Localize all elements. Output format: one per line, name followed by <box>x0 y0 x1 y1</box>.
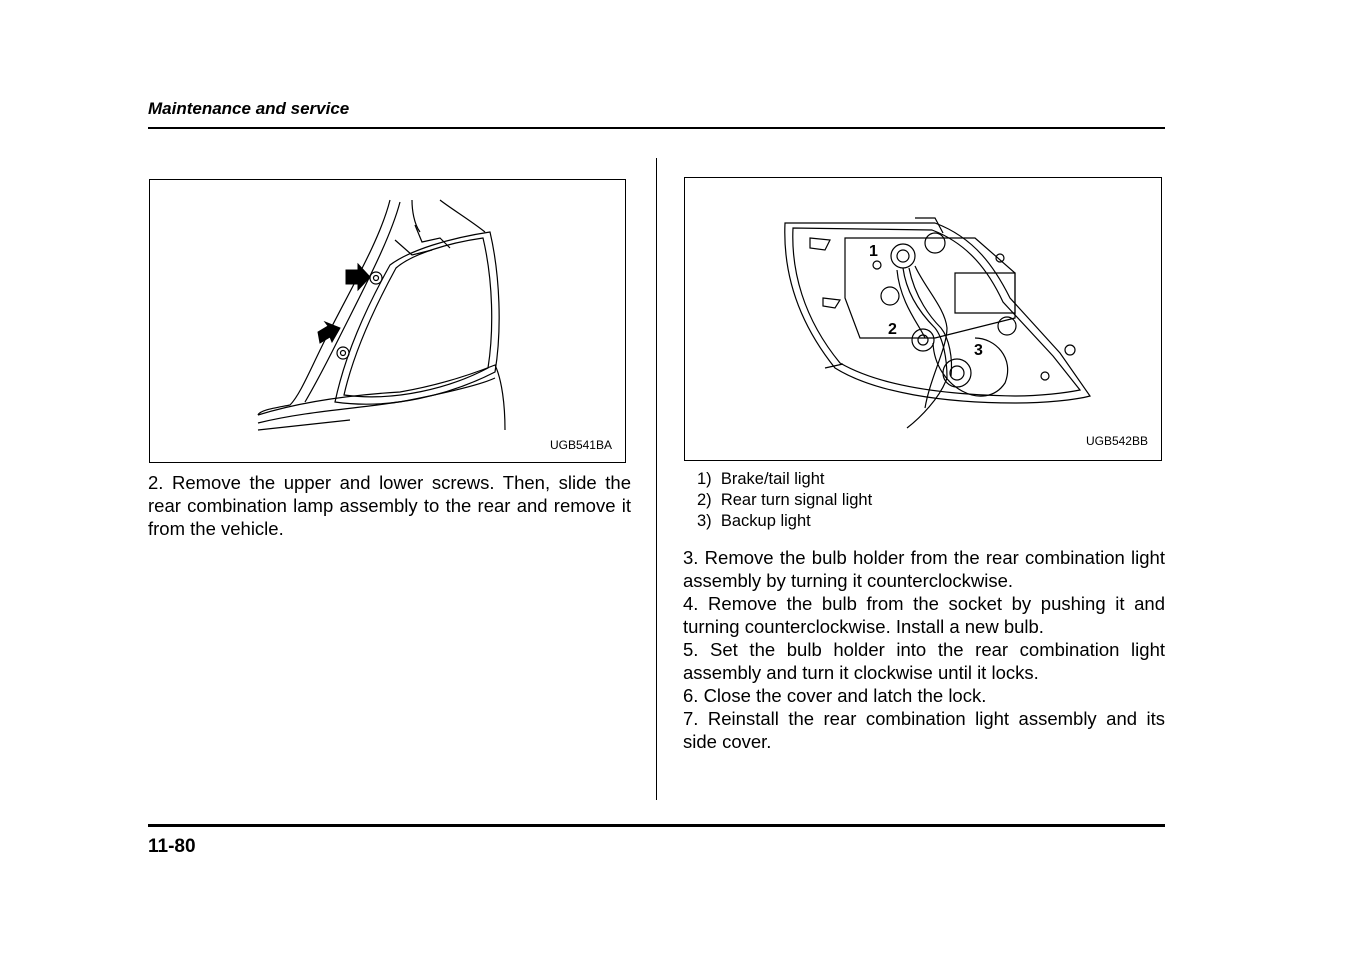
steps-3-to-7 <box>683 546 1165 753</box>
callout-1: 1 <box>869 243 878 260</box>
footer-rule <box>148 824 1165 827</box>
callout-3: 3 <box>974 342 983 359</box>
figure-bulb-holders <box>684 177 1162 461</box>
step-5: 5. Set the bulb holder into the rear combination light assembly and turn it clockwise until it locks. <box>683 639 1165 683</box>
lamp-screws-illustration <box>150 180 627 464</box>
step-3: 3. Remove the bulb holder from the rear combination light assembly by turning it counterclockwise. <box>683 547 1165 591</box>
page-number: 11-80 <box>148 836 196 857</box>
step-4: 4. Remove the bulb from the socket by pushing it and turning counterclockwise. Install a new bulb. <box>683 593 1165 637</box>
step-7: 7. Reinstall the rear combination light assembly and its side cover. <box>683 708 1165 752</box>
section-header: Maintenance and service <box>148 99 350 118</box>
step-6: 6. Close the cover and latch the lock. <box>683 685 987 706</box>
legend-item: 1) Brake/tail light <box>697 470 825 488</box>
bulb-holders-illustration <box>685 178 1163 462</box>
figure-code: UGB542BB <box>1085 434 1148 448</box>
callout-2: 2 <box>888 321 897 338</box>
figure-code: UGB541BA <box>549 438 612 452</box>
figure-lamp-screws <box>149 179 626 463</box>
step-2: 2. Remove the upper and lower screws. Then, slide the rear combination lamp assembly to the rear and remove it from the vehicle. <box>148 472 631 539</box>
figure-legend <box>697 469 872 532</box>
legend-item: 3) Backup light <box>697 512 811 530</box>
header-rule <box>148 127 1165 129</box>
legend-item: 2) Rear turn signal light <box>697 491 873 509</box>
step-2-text <box>148 471 631 540</box>
column-divider <box>656 158 657 800</box>
